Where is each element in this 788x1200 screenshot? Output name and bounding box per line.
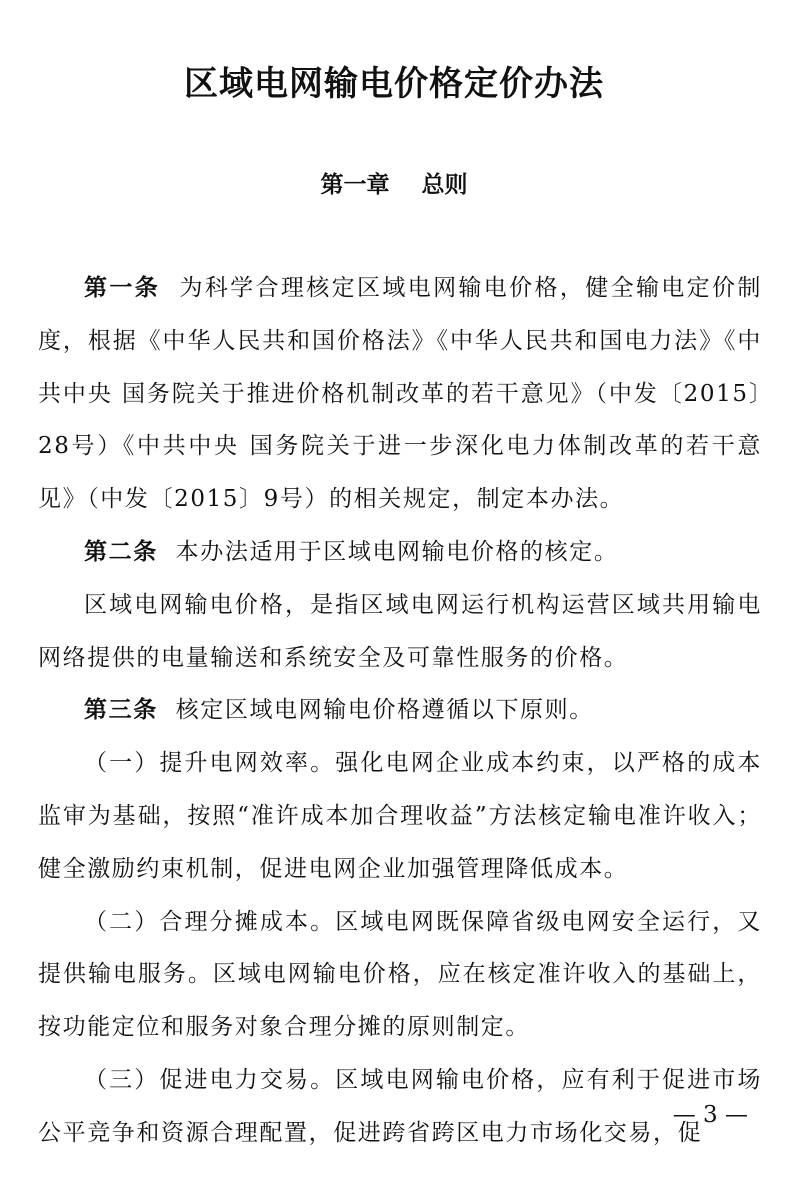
document-body	[38, 262, 762, 1160]
article-label: 第二条	[84, 538, 158, 565]
paragraph-article-1	[38, 262, 762, 526]
paragraph-text: 区域电网输电价格，是指区域电网运行机构运营区域共用输电网络提供的电量输送和系统安全及可靠性服务的价格。	[38, 591, 762, 671]
article-label: 第三条	[84, 697, 158, 724]
paragraph-text: 核定区域电网输电价格遵循以下原则。	[175, 697, 594, 724]
paragraph-text: （二）合理分摊成本。区域电网既保障省级电网安全运行，又提供输电服务。区域电网输电价格，应在核定准许收入的基础上，按功能定位和服务对象合理分摊的原则制定。	[38, 908, 762, 1041]
paragraph-principle-1	[38, 737, 762, 895]
page-number: — 3 —	[672, 1102, 748, 1128]
paragraph-principle-2	[38, 896, 762, 1054]
paragraph-text: 本办法适用于区域电网输电价格的核定。	[175, 538, 619, 565]
paragraph-definition	[38, 579, 762, 685]
paragraph-text: （三）促进电力交易。区域电网输电价格，应有利于促进市场公平竞争和资源合理配置，促进跨省跨区电力市场化交易，促	[38, 1066, 762, 1146]
chapter-heading: 第一章 总则	[320, 172, 468, 198]
paragraph-article-2	[38, 526, 762, 579]
paragraph-text: （一）提升电网效率。强化电网企业成本约束，以严格的成本监审为基础，按照“准许成本加合理收益”方法核定输电准许收入；健全激励约束机制，促进电网企业加强管理降低成本。	[38, 750, 762, 882]
paragraph-text: 为科学合理核定区域电网输电价格，健全输电定价制度，根据《中华人民共和国价格法》《中华人民共和国电力法》《中共中央 国务院关于推进价格机制改革的若干意见》（中发〔2015〕28号）《中共中央 国务院关于进一步深化电力体制改革的若干意见》（中发〔2015〕9号）的相关规定，制定本办法。	[38, 275, 762, 513]
paragraph-article-3	[38, 684, 762, 737]
document-title: 区域电网输电价格定价办法	[184, 64, 604, 104]
paragraph-principle-3	[38, 1054, 762, 1160]
article-label: 第一条	[84, 275, 161, 301]
